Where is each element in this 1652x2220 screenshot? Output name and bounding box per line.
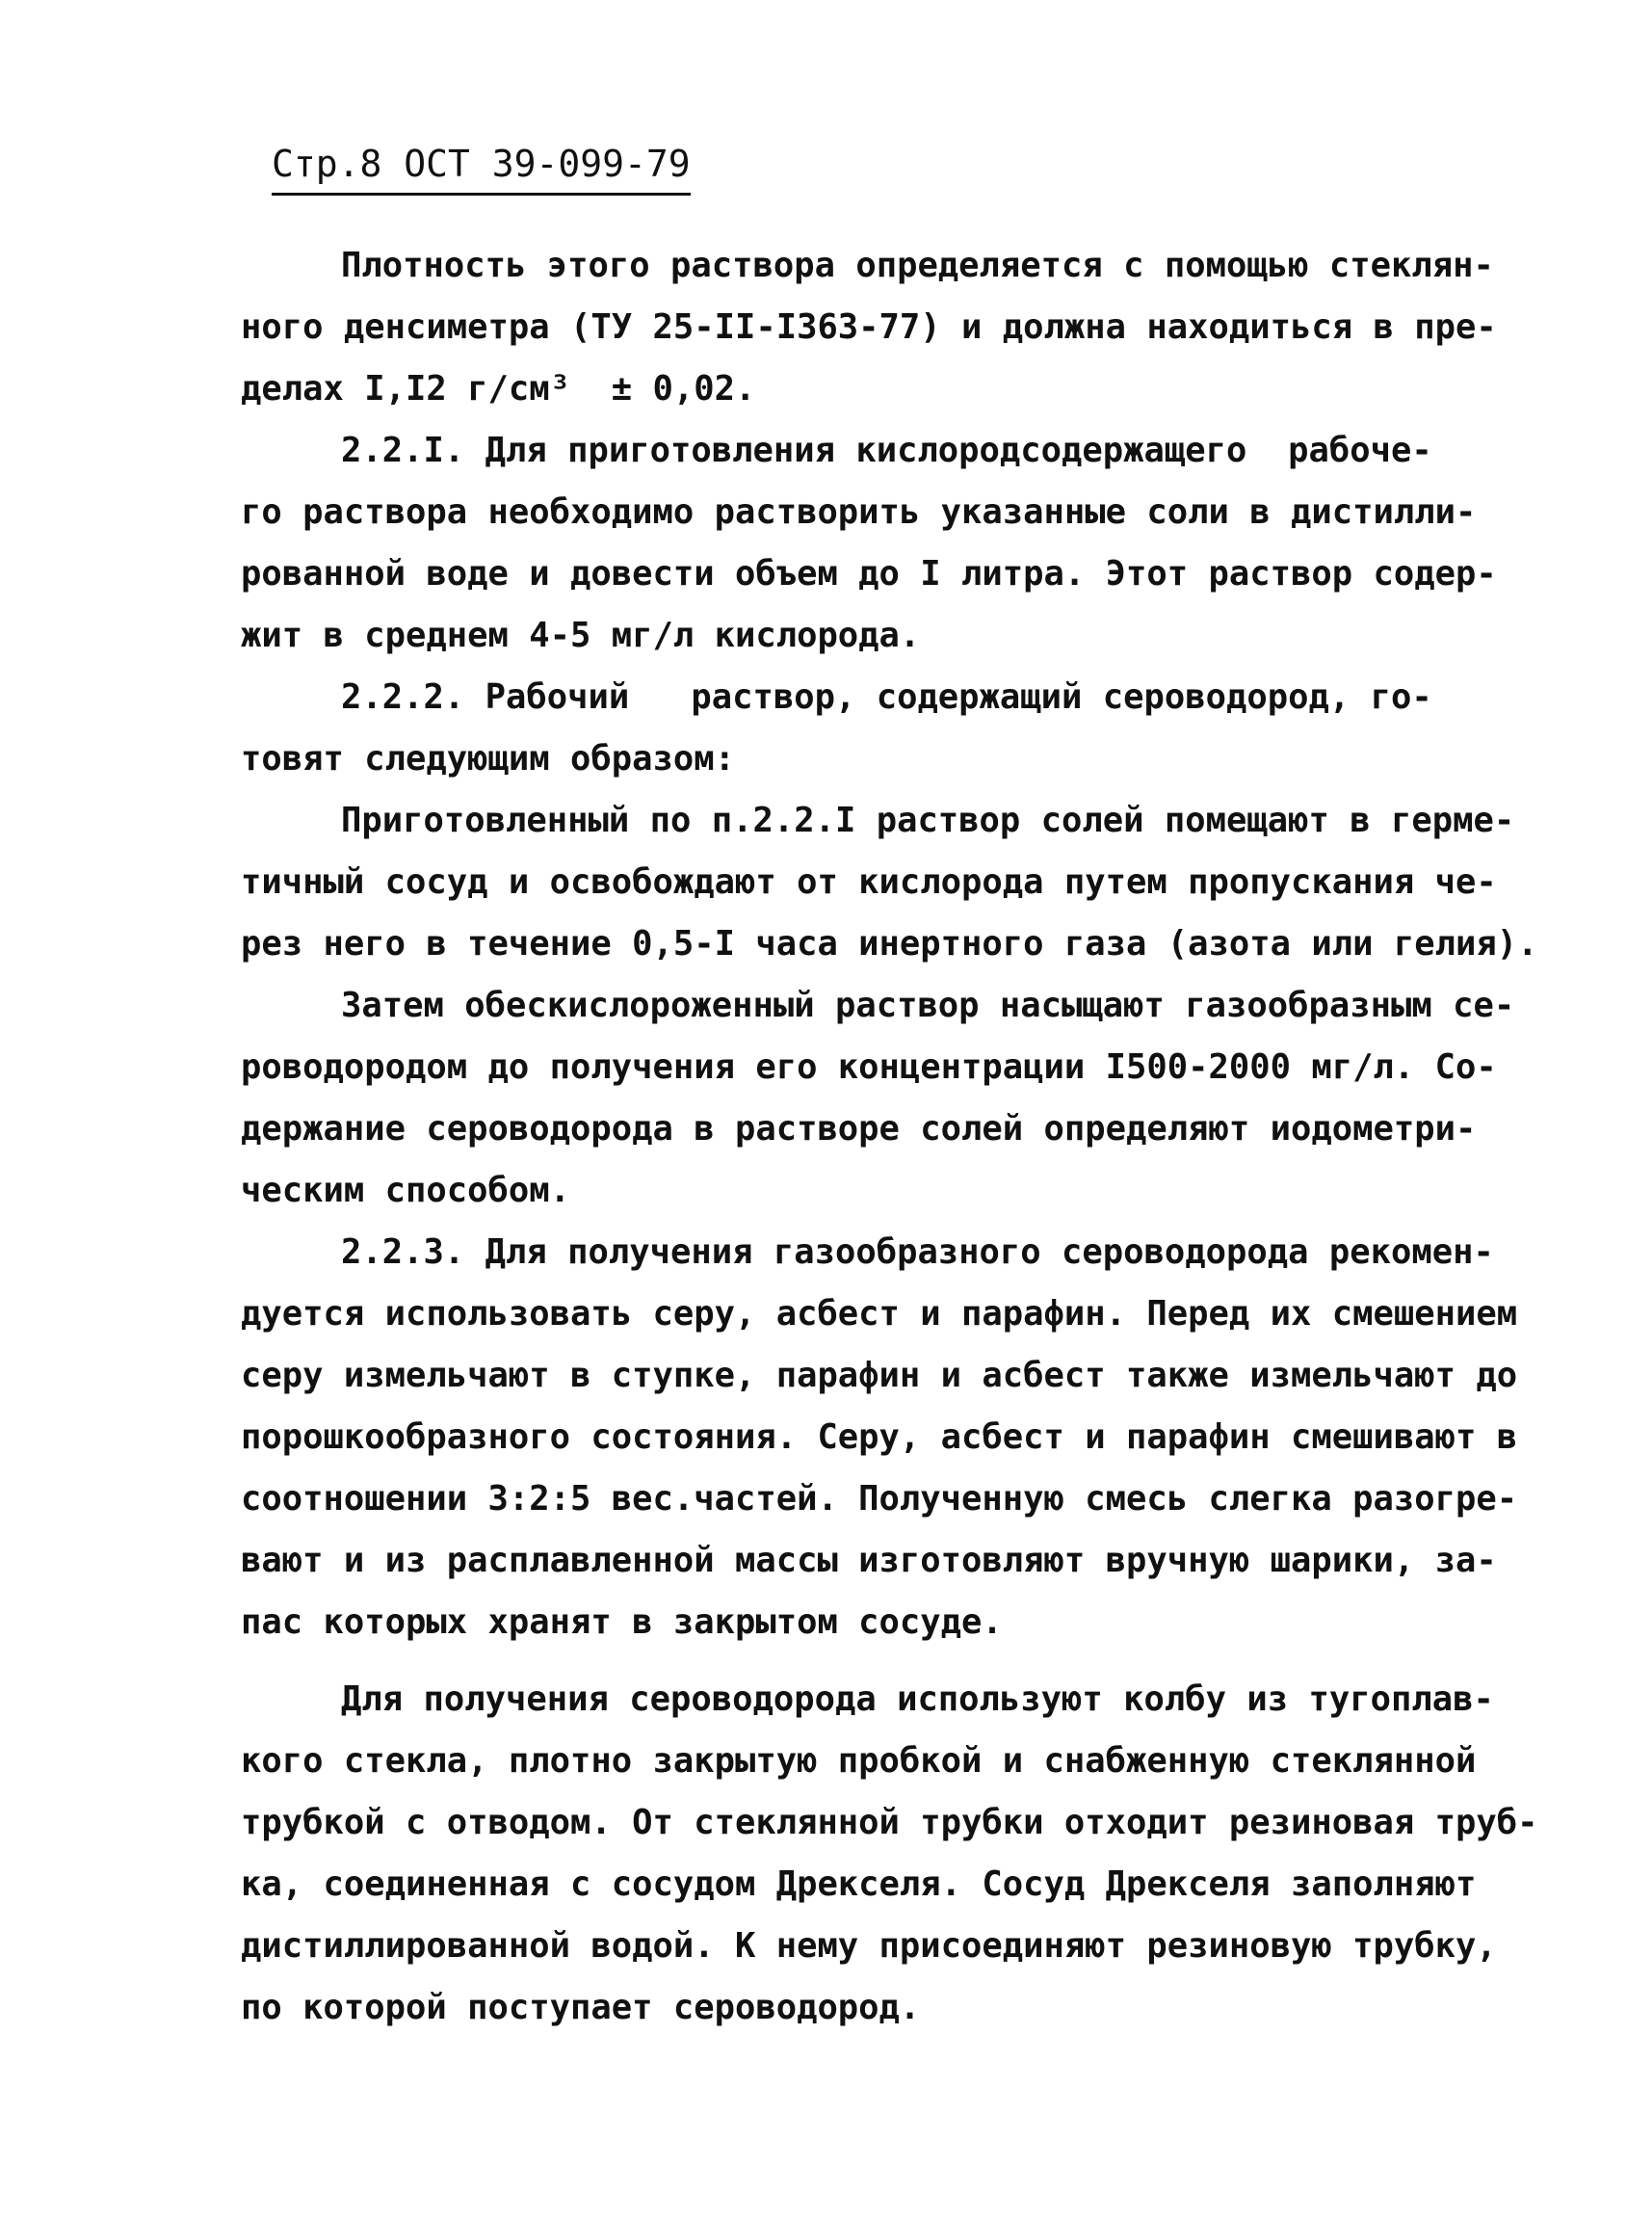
text-line: пас которых хранят в закрытом сосуде. bbox=[241, 1602, 1003, 1642]
text-line: держание сероводорода в растворе солей определяют иодометри- bbox=[241, 1109, 1477, 1149]
text-line: рованной воде и довести объем до I литра. Этот раствор содер- bbox=[241, 554, 1497, 594]
text-line: жит в среднем 4-5 мг/л кислорода. bbox=[241, 616, 921, 655]
text-line: Плотность этого раствора определяется с помощью стеклян- bbox=[341, 246, 1494, 285]
text-line: ка, соединенная с сосудом Дрекселя. Сосуд Дрекселя заполняют bbox=[241, 1864, 1477, 1904]
paragraph-deoxygenated bbox=[241, 975, 1515, 1222]
text-line: порошкообразного состояния. Серу, асбест и парафин смешивают в bbox=[241, 1417, 1518, 1457]
paragraph-2-2-1 bbox=[241, 420, 1497, 667]
text-line: ческим способом. bbox=[241, 1171, 570, 1210]
text-line: тичный сосуд и освобождают от кислорода путем пропускания че- bbox=[241, 862, 1497, 902]
text-line: товят следующим образом: bbox=[241, 739, 735, 779]
text-line: дуется использовать серу, асбест и парафин. Перед их смешением bbox=[241, 1294, 1518, 1334]
text-line: 2.2.2. Рабочий раствор, содержащий сероводород, го- bbox=[341, 677, 1432, 717]
text-line: го раствора необходимо растворить указанные соли в дистилли- bbox=[241, 492, 1477, 532]
text-line: Для получения сероводорода используют колбу из тугоплав- bbox=[341, 1679, 1494, 1719]
text-line: Затем обескислороженный раствор насыщают газообразным се- bbox=[341, 986, 1515, 1025]
text-line: роводородом до получения его концентрации I500-2000 мг/л. Со- bbox=[241, 1047, 1497, 1087]
text-line: 2.2.I. Для приготовления кислородсодержащего рабоче- bbox=[341, 431, 1432, 470]
text-line: ного денсиметра (ТУ 25-II-I363-77) и должна находиться в пре- bbox=[241, 307, 1497, 347]
text-line: соотношении 3:2:5 вес.частей. Полученную смесь слегка разогре- bbox=[241, 1479, 1518, 1519]
text-line: серу измельчают в ступке, парафин и асбест также измельчают до bbox=[241, 1356, 1518, 1395]
text-line: 2.2.3. Для получения газообразного сероводорода рекомен- bbox=[341, 1232, 1494, 1272]
text-line: кого стекла, плотно закрытую пробкой и снабженную стеклянной bbox=[241, 1741, 1477, 1781]
text-line: трубкой с отводом. От стеклянной трубки отходит резиновая труб- bbox=[241, 1803, 1538, 1842]
document-body bbox=[241, 235, 1538, 2039]
text-line: рез него в течение 0,5-I часа инертного газа (азота или гелия). bbox=[241, 924, 1538, 964]
text-line: Приготовленный по п.2.2.I раствор солей помещают в герме- bbox=[341, 801, 1515, 840]
text-line: по которой поступает сероводород. bbox=[241, 1988, 921, 2027]
paragraph-flask bbox=[241, 1669, 1538, 2039]
paragraph-prepared-solution bbox=[241, 790, 1538, 975]
page-header: Стр.8 ОСТ 39-099-79 bbox=[272, 143, 691, 196]
paragraph-2-2-3 bbox=[241, 1222, 1518, 1653]
text-line: делах I,I2 г/см³ ± 0,02. bbox=[241, 369, 756, 409]
paragraph-2-2-2 bbox=[241, 667, 1432, 790]
paragraph-density bbox=[241, 235, 1497, 420]
paragraph-gap bbox=[241, 1653, 1426, 1669]
text-line: вают и из расплавленной массы изготовляют вручную шарики, за- bbox=[241, 1541, 1497, 1580]
text-line: дистиллированной водой. К нему присоединяют резиновую трубку, bbox=[241, 1926, 1497, 1966]
